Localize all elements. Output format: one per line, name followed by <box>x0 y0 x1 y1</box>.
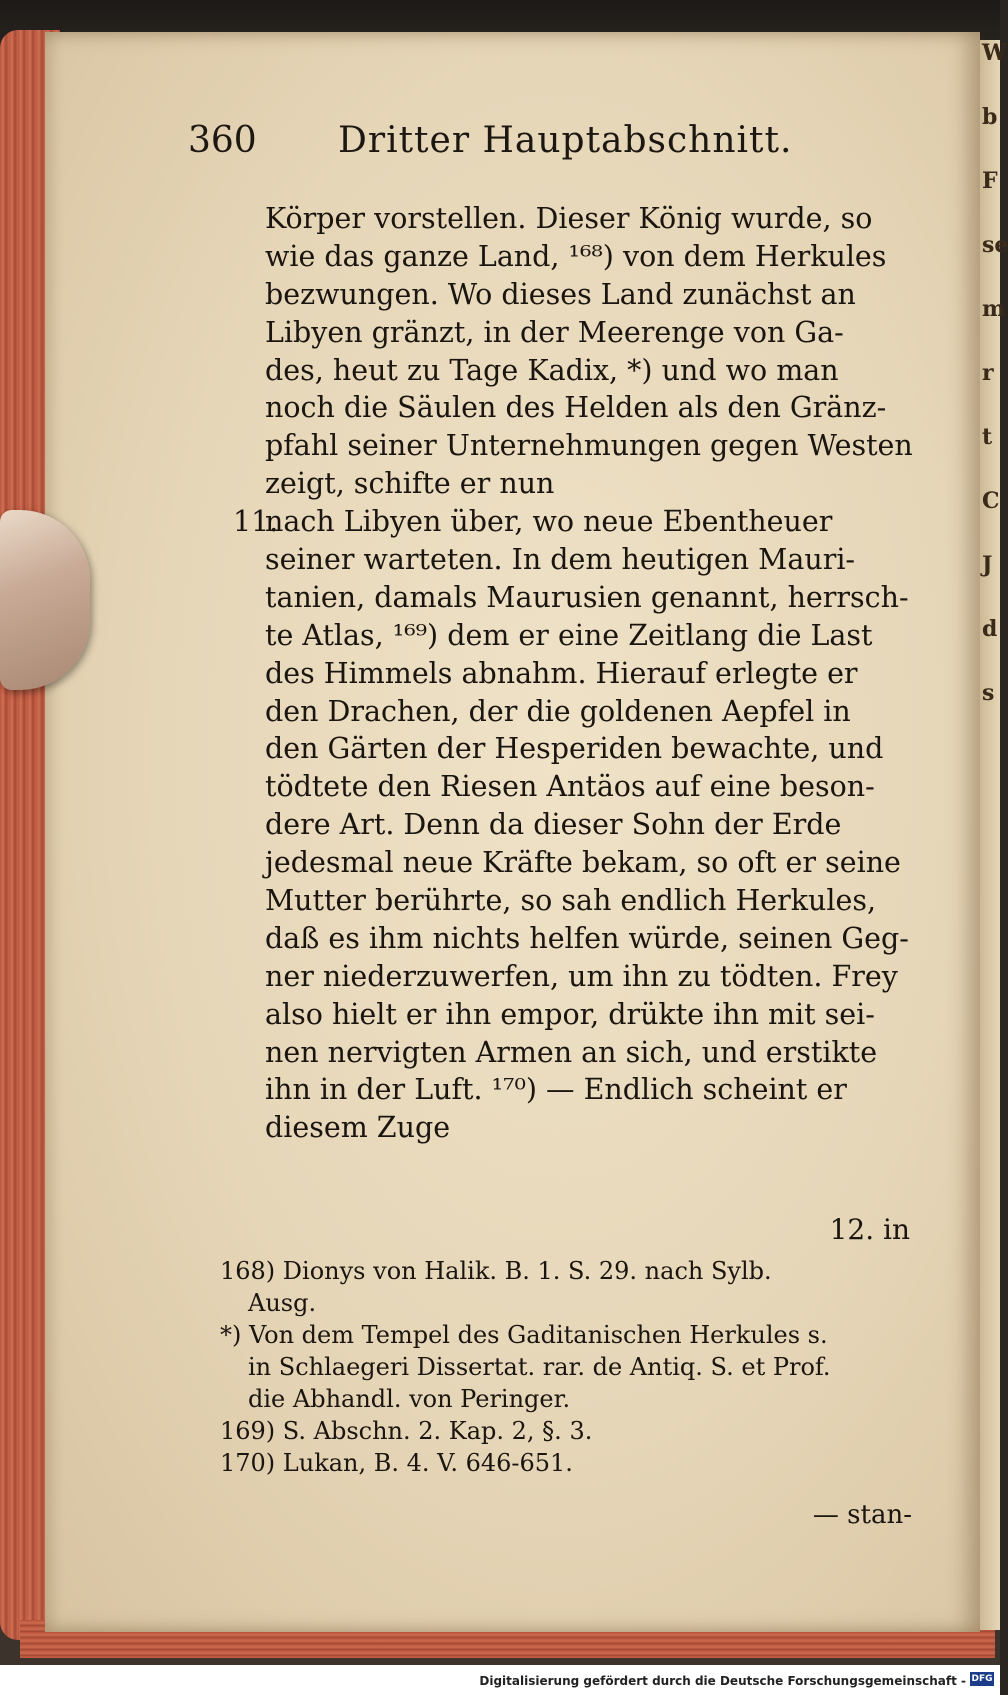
text-line: bezwungen. Wo dieses Land zunächst an <box>265 277 856 311</box>
footnote-168: 168) Dionys von Halik. B. 1. S. 29. nach Sylb. <box>220 1257 772 1285</box>
text-line: noch die Säulen des Helden als den Gränz- <box>265 391 887 425</box>
text-line: te Atlas, ¹⁶⁹) dem er eine Zeitlang die Last <box>265 618 873 652</box>
paragraph-number: 11. <box>233 505 279 539</box>
text-line: den Drachen, der die goldenen Aepfel in <box>265 694 851 728</box>
next-page-fragment: b <box>982 104 998 130</box>
text-line: Körper vorstellen. Dieser König wurde, so <box>265 202 873 235</box>
next-page-fragment: F <box>982 168 998 194</box>
next-page-fragment: se <box>982 232 1008 258</box>
footnote-star-cont2: die Abhandl. von Peringer. <box>248 1385 571 1413</box>
next-page-fragment: r <box>982 360 994 386</box>
footer-text: Digitalisierung gefördert durch die Deutsche Forschungsgemeinschaft - <box>479 1674 966 1688</box>
catchword: 12. in <box>829 1213 910 1246</box>
text-line: dere Art. Denn da dieser Sohn der Erde <box>265 808 842 842</box>
text-line: des Himmels abnahm. Hierauf erlegte er <box>265 656 858 690</box>
next-page-fragment: W <box>982 40 1007 66</box>
next-page-sliver <box>980 40 1008 1630</box>
footnote-168-cont: Ausg. <box>248 1289 317 1317</box>
text-line: tanien, damals Maurusien genannt, herrsch- <box>265 580 909 614</box>
footnotes <box>220 1255 920 1479</box>
main-text <box>233 200 913 1147</box>
page-title: Dritter Hauptabschnitt. <box>338 120 793 161</box>
text-line: nen nervigten Armen an sich, und erstikte <box>265 1035 878 1069</box>
text-line: pfahl seiner Unternehmungen gegen Westen <box>265 429 913 463</box>
text-line: diesem Zuge <box>265 1111 451 1145</box>
footnote-catchword: — stan- <box>812 1500 912 1530</box>
text-line: tödtete den Riesen Antäos auf eine beson- <box>265 770 875 804</box>
text-line: Libyen gränzt, in der Meerenge von Ga- <box>265 315 844 349</box>
next-page-fragment: d <box>982 616 998 642</box>
text-line: ihn in der Luft. ¹⁷⁰) — Endlich scheint er <box>265 1073 847 1107</box>
page-number: 360 <box>188 120 257 161</box>
footnote-169: 169) S. Abschn. 2. Kap. 2, §. 3. <box>220 1417 593 1445</box>
next-page-fragment: J <box>982 552 993 578</box>
next-page-fragment: C <box>982 488 1000 514</box>
text-line: daß es ihm nichts helfen würde, seinen Geg- <box>265 921 909 955</box>
text-line: also hielt er ihn empor, drükte ihn mit sei- <box>265 997 875 1031</box>
text-line: seiner warteten. In dem heutigen Mauri- <box>265 543 856 577</box>
next-page-fragment: m <box>982 296 1006 322</box>
text-line: jedesmal neue Kräfte bekam, so oft er seine <box>265 846 901 880</box>
text-line: zeigt, schifte er nun <box>265 467 555 501</box>
footnote-star-cont: in Schlaegeri Dissertat. rar. de Antiq. S. et Prof. <box>248 1353 831 1381</box>
text-line: wie das ganze Land, ¹⁶⁸) von dem Herkules <box>265 239 887 273</box>
next-page-fragment: s <box>982 680 995 706</box>
text-line: des, heut zu Tage Kadix, *) und wo man <box>265 353 839 387</box>
text-line: Mutter berührte, so sah endlich Herkules, <box>265 884 877 918</box>
footnote-170: 170) Lukan, B. 4. V. 646-651. <box>220 1449 573 1477</box>
next-page-fragment: t <box>982 424 993 450</box>
footnote-star: *) Von dem Tempel des Gaditanischen Herkules s. <box>220 1321 828 1349</box>
text-line: nach Libyen über, wo neue Ebentheuer <box>265 505 833 539</box>
digitization-footer <box>0 1665 1000 1695</box>
dfg-logo: DFG <box>971 1674 993 1684</box>
text-line: ner niederzuwerfen, um ihn zu tödten. Frey <box>265 959 898 993</box>
text-line: den Gärten der Hesperiden bewachte, und <box>265 732 884 766</box>
